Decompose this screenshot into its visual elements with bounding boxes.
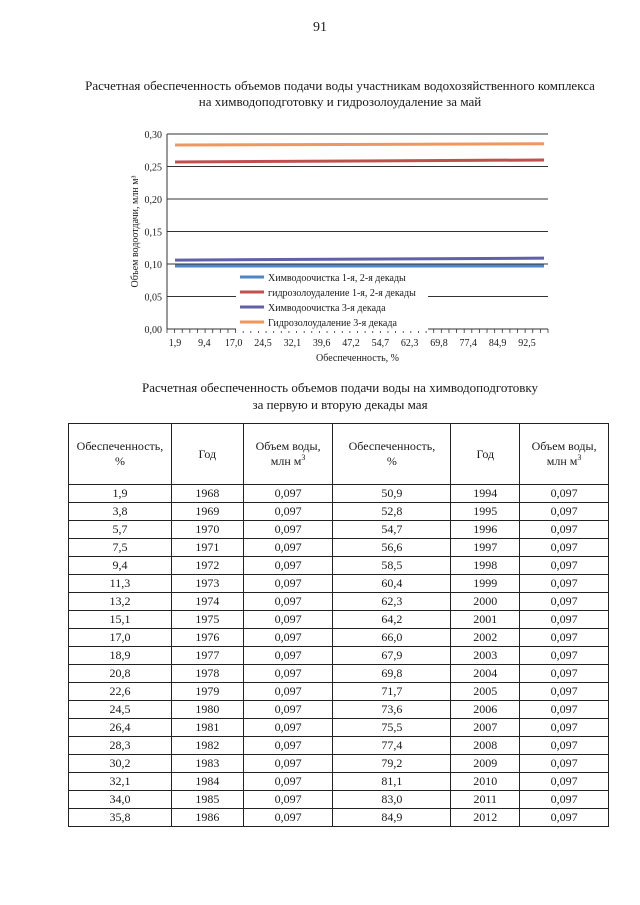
table-row xyxy=(69,611,609,629)
year-cell: 2012 xyxy=(451,809,520,827)
chart-title-line-2: на химводоподготовку и гидрозолоудаление за май xyxy=(198,94,482,109)
probability-cell: 22,6 xyxy=(69,683,172,701)
x-tick-label: 62,3 xyxy=(400,338,419,349)
probability-cell: 17,0 xyxy=(69,629,172,647)
volume-cell: 0,097 xyxy=(243,791,333,809)
year-cell: 1980 xyxy=(171,701,243,719)
year-cell: 1977 xyxy=(171,647,243,665)
series-line xyxy=(175,144,544,145)
table-row xyxy=(69,719,609,737)
volume-cell: 0,097 xyxy=(243,629,333,647)
volume-cell: 0,097 xyxy=(243,503,333,521)
volume-cell: 0,097 xyxy=(243,773,333,791)
probability-cell: 20,8 xyxy=(69,665,172,683)
year-cell: 1971 xyxy=(171,539,243,557)
table-row xyxy=(69,575,609,593)
probability-cell: 35,8 xyxy=(69,809,172,827)
header-volume-text: Объем воды, xyxy=(531,439,597,453)
table-row xyxy=(69,593,609,611)
table-title xyxy=(60,379,620,413)
table-row xyxy=(69,665,609,683)
table-row xyxy=(69,539,609,557)
y-tick-label: 0,15 xyxy=(144,227,162,239)
probability-cell: 24,5 xyxy=(69,701,172,719)
line-chart xyxy=(0,120,640,370)
probability-cell: 66,0 xyxy=(333,629,451,647)
volume-cell: 0,097 xyxy=(520,665,609,683)
header-probability-left xyxy=(69,424,172,485)
x-tick-label: 24,5 xyxy=(254,338,272,349)
table-row xyxy=(69,701,609,719)
legend-label: Химводоочистка 3-я декада xyxy=(268,303,386,314)
volume-cell: 0,097 xyxy=(520,539,609,557)
probability-cell: 75,5 xyxy=(333,719,451,737)
y-tick-label: 0,25 xyxy=(144,162,162,174)
table-row xyxy=(69,485,609,503)
volume-cell: 0,097 xyxy=(243,719,333,737)
year-cell: 1978 xyxy=(171,665,243,683)
probability-cell: 77,4 xyxy=(333,737,451,755)
x-tick-label: 92,5 xyxy=(518,338,536,349)
volume-cell: 0,097 xyxy=(520,737,609,755)
volume-cell: 0,097 xyxy=(243,485,333,503)
year-cell: 2004 xyxy=(451,665,520,683)
year-cell: 1982 xyxy=(171,737,243,755)
probability-cell: 52,8 xyxy=(333,503,451,521)
volume-cell: 0,097 xyxy=(243,575,333,593)
x-tick-label: 32,1 xyxy=(283,338,302,349)
probability-cell: 3,8 xyxy=(69,503,172,521)
x-tick-label: 47,2 xyxy=(342,338,360,349)
year-cell: 1979 xyxy=(171,683,243,701)
table-row xyxy=(69,557,609,575)
volume-cell: 0,097 xyxy=(243,701,333,719)
table-title-line-2: за первую и вторую декады мая xyxy=(252,397,428,412)
year-cell: 1999 xyxy=(451,575,520,593)
volume-cell: 0,097 xyxy=(243,593,333,611)
year-cell: 2008 xyxy=(451,737,520,755)
year-cell: 1972 xyxy=(171,557,243,575)
volume-cell: 0,097 xyxy=(520,503,609,521)
header-volume-text: Объем воды, xyxy=(255,439,321,453)
volume-cell: 0,097 xyxy=(520,575,609,593)
probability-cell: 15,1 xyxy=(69,611,172,629)
table-row xyxy=(69,503,609,521)
year-cell: 1985 xyxy=(171,791,243,809)
header-probability-text: Обеспеченность, xyxy=(348,439,436,453)
table-row xyxy=(69,809,609,827)
table-row xyxy=(69,791,609,809)
probability-cell: 79,2 xyxy=(333,755,451,773)
year-cell: 2010 xyxy=(451,773,520,791)
year-cell: 1998 xyxy=(451,557,520,575)
y-axis-label: Объем водоотдачи, млн м³ xyxy=(130,175,141,288)
probability-cell: 83,0 xyxy=(333,791,451,809)
header-probability-right xyxy=(333,424,451,485)
probability-cell: 9,4 xyxy=(69,557,172,575)
probability-cell: 5,7 xyxy=(69,521,172,539)
year-cell: 1995 xyxy=(451,503,520,521)
volume-cell: 0,097 xyxy=(243,557,333,575)
legend-label: Химводоочистка 1-я, 2-я декады xyxy=(268,273,406,284)
header-year-right: Год xyxy=(451,424,520,485)
header-probability-unit: % xyxy=(386,454,397,468)
probability-cell: 60,4 xyxy=(333,575,451,593)
year-cell: 1974 xyxy=(171,593,243,611)
volume-cell: 0,097 xyxy=(520,485,609,503)
y-tick-label: 0,10 xyxy=(144,260,162,271)
volume-cell: 0,097 xyxy=(243,683,333,701)
probability-cell: 62,3 xyxy=(333,593,451,611)
x-tick-label: 39,6 xyxy=(312,338,331,349)
volume-cell: 0,097 xyxy=(520,611,609,629)
volume-cell: 0,097 xyxy=(243,755,333,773)
y-tick-label: 0,20 xyxy=(144,195,162,206)
probability-cell: 26,4 xyxy=(69,719,172,737)
probability-cell: 34,0 xyxy=(69,791,172,809)
y-tick-label: 0,05 xyxy=(144,292,162,304)
probability-cell: 32,1 xyxy=(69,773,172,791)
year-cell: 1968 xyxy=(171,485,243,503)
probability-cell: 73,6 xyxy=(333,701,451,719)
probability-cell: 1,9 xyxy=(69,485,172,503)
probability-cell: 11,3 xyxy=(69,575,172,593)
x-axis-label: Обеспеченность, % xyxy=(316,353,399,364)
table-body xyxy=(69,485,609,827)
year-cell: 1975 xyxy=(171,611,243,629)
chart-title xyxy=(60,78,620,110)
volume-cell: 0,097 xyxy=(520,629,609,647)
year-cell: 2007 xyxy=(451,719,520,737)
volume-cell: 0,097 xyxy=(520,773,609,791)
probability-cell: 81,1 xyxy=(333,773,451,791)
probability-cell: 50,9 xyxy=(333,485,451,503)
probability-cell: 64,2 xyxy=(333,611,451,629)
year-cell: 2001 xyxy=(451,611,520,629)
year-cell: 2009 xyxy=(451,755,520,773)
year-cell: 2003 xyxy=(451,647,520,665)
legend-label: гидрозолоудаление 1-я, 2-я декады xyxy=(268,288,416,299)
series-line xyxy=(175,258,544,260)
table-title-line-1: Расчетная обеспеченность объемов подачи воды на химводоподготовку xyxy=(142,380,538,395)
volume-cell: 0,097 xyxy=(520,521,609,539)
probability-cell: 69,8 xyxy=(333,665,451,683)
probability-cell: 84,9 xyxy=(333,809,451,827)
volume-cell: 0,097 xyxy=(243,809,333,827)
volume-cell: 0,097 xyxy=(520,791,609,809)
table-row xyxy=(69,773,609,791)
probability-cell: 71,7 xyxy=(333,683,451,701)
header-probability-text: Обеспеченность, xyxy=(76,439,164,453)
year-cell: 2002 xyxy=(451,629,520,647)
table-header-row xyxy=(69,424,609,485)
x-tick-label: 84,9 xyxy=(488,338,507,349)
y-tick-label: 0,30 xyxy=(144,130,162,141)
x-tick-label: 69,8 xyxy=(430,338,448,349)
header-volume-unit: млн $м^3$ xyxy=(270,453,306,468)
x-tick-label: 54,7 xyxy=(371,338,390,349)
legend-label: Гидрозолоудаление 3-я декада xyxy=(268,318,397,329)
year-cell: 2005 xyxy=(451,683,520,701)
year-cell: 1976 xyxy=(171,629,243,647)
year-cell: 1994 xyxy=(451,485,520,503)
year-cell: 1984 xyxy=(171,773,243,791)
volume-cell: 0,097 xyxy=(243,647,333,665)
y-tick-label: 0,00 xyxy=(144,325,162,336)
probability-cell: 54,7 xyxy=(333,521,451,539)
year-cell: 2006 xyxy=(451,701,520,719)
volume-cell: 0,097 xyxy=(243,665,333,683)
year-cell: 1983 xyxy=(171,755,243,773)
header-year-left: Год xyxy=(171,424,243,485)
chart-title-line-1: Расчетная обеспеченность объемов подачи воды участникам водохозяйственного комплекса xyxy=(85,78,595,93)
probability-table xyxy=(68,423,609,827)
year-cell: 1973 xyxy=(171,575,243,593)
series-line xyxy=(175,160,544,162)
table-row xyxy=(69,755,609,773)
table-row xyxy=(69,521,609,539)
volume-cell: 0,097 xyxy=(520,683,609,701)
volume-cell: 0,097 xyxy=(520,719,609,737)
header-probability-unit: % xyxy=(114,454,125,468)
volume-cell: 0,097 xyxy=(243,737,333,755)
volume-cell: 0,097 xyxy=(243,539,333,557)
header-volume-left xyxy=(243,424,333,485)
year-cell: 1981 xyxy=(171,719,243,737)
year-cell: 1997 xyxy=(451,539,520,557)
table-row xyxy=(69,629,609,647)
probability-cell: 30,2 xyxy=(69,755,172,773)
probability-cell: 58,5 xyxy=(333,557,451,575)
x-tick-label: 9,4 xyxy=(198,338,211,349)
year-cell: 1969 xyxy=(171,503,243,521)
probability-cell: 56,6 xyxy=(333,539,451,557)
volume-cell: 0,097 xyxy=(520,809,609,827)
volume-cell: 0,097 xyxy=(520,593,609,611)
header-volume-right xyxy=(520,424,609,485)
volume-cell: 0,097 xyxy=(520,647,609,665)
probability-cell: 18,9 xyxy=(69,647,172,665)
x-tick-label: 1,9 xyxy=(168,338,182,349)
header-volume-unit: млн $м^3$ xyxy=(546,453,582,468)
volume-cell: 0,097 xyxy=(520,557,609,575)
table-row xyxy=(69,647,609,665)
year-cell: 1970 xyxy=(171,521,243,539)
volume-cell: 0,097 xyxy=(520,701,609,719)
probability-cell: 13,2 xyxy=(69,593,172,611)
year-cell: 1986 xyxy=(171,809,243,827)
year-cell: 2011 xyxy=(451,791,520,809)
table-row xyxy=(69,683,609,701)
probability-cell: 28,3 xyxy=(69,737,172,755)
volume-cell: 0,097 xyxy=(243,521,333,539)
year-cell: 1996 xyxy=(451,521,520,539)
page-number: 91 xyxy=(313,20,327,35)
probability-cell: 7,5 xyxy=(69,539,172,557)
volume-cell: 0,097 xyxy=(520,755,609,773)
year-cell: 2000 xyxy=(451,593,520,611)
volume-cell: 0,097 xyxy=(243,611,333,629)
probability-cell: 67,9 xyxy=(333,647,451,665)
x-tick-label: 17,0 xyxy=(224,338,243,349)
x-tick-label: 77,4 xyxy=(459,338,478,349)
table-row xyxy=(69,737,609,755)
